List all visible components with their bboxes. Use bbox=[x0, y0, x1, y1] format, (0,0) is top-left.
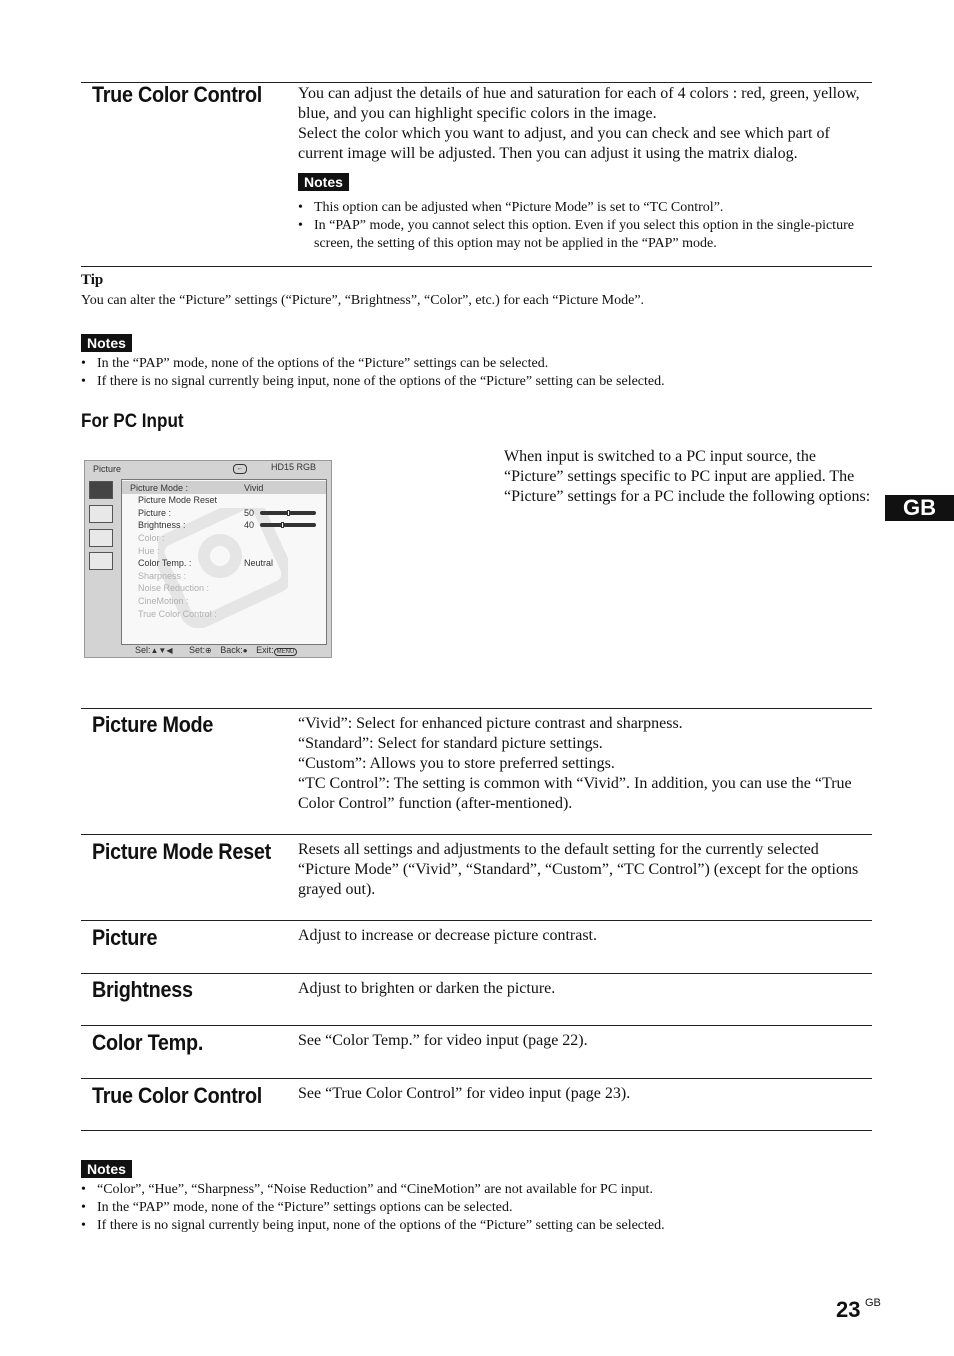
note-item: • In the “PAP” mode, none of the “Picture” settings options can be selected. bbox=[81, 1199, 872, 1217]
section-rule bbox=[81, 973, 872, 974]
definition-line: See “True Color Control” for video input (page 23). bbox=[298, 1085, 631, 1102]
note-item: • “Color”, “Hue”, “Sharpness”, “Noise Reduction” and “CineMotion” are not available for PC input. bbox=[81, 1181, 872, 1199]
footer-set: Set: bbox=[189, 645, 206, 655]
notes-badge: Notes bbox=[81, 1160, 132, 1178]
osd-row: Color : bbox=[138, 533, 165, 543]
picture-level-bar bbox=[260, 511, 316, 515]
osd-row: Sharpness : bbox=[138, 571, 187, 581]
osd-row: CineMotion : bbox=[138, 596, 189, 606]
definition-picture-mode-reset bbox=[298, 840, 872, 900]
notes-list bbox=[81, 1181, 872, 1235]
term-brightness: Brightness bbox=[92, 977, 193, 1002]
osd-row: Picture Mode : bbox=[130, 483, 189, 493]
section-rule bbox=[81, 834, 872, 835]
footer-exit: Exit: bbox=[256, 645, 274, 655]
osd-row: True Color Control : bbox=[138, 609, 217, 619]
section-rule bbox=[81, 920, 872, 921]
pc-input-heading: For PC Input bbox=[81, 411, 184, 432]
term-true-color-control: True Color Control bbox=[92, 1083, 263, 1108]
note-item: • If there is no signal currently being input, none of the options of the “Picture” setting can be selected. bbox=[81, 1217, 872, 1235]
tip-label: Tip bbox=[81, 272, 104, 288]
arrow-keys-icon: ▲▼◀ bbox=[150, 646, 173, 655]
definition-line: “TC Control”: The setting is common with “Vivid”. In addition, you can use the “True Color Control” function (after-mentioned). bbox=[298, 775, 852, 812]
osd-row: Hue : bbox=[138, 546, 160, 556]
osd-panel bbox=[121, 479, 327, 645]
pc-input-description: When input is switched to a PC input source, the “Picture” settings specific to PC input are applied. The “Picture” settings for a PC include the following options: bbox=[504, 448, 871, 505]
back-icon: ● bbox=[242, 646, 248, 655]
definition-brightness bbox=[298, 979, 872, 999]
level-marker bbox=[281, 522, 284, 528]
language-tab: GB bbox=[885, 495, 954, 521]
definition-line: “Vivid”: Select for enhanced picture contrast and sharpness. bbox=[298, 715, 683, 732]
definition-picture-mode bbox=[298, 714, 872, 814]
osd-row-value: Neutral bbox=[244, 558, 274, 568]
notes-badge: Notes bbox=[298, 173, 349, 191]
section-rule bbox=[81, 1130, 872, 1131]
term-picture: Picture bbox=[92, 925, 158, 950]
definition-line: Resets all settings and adjustments to the default setting for the currently selected “Picture Mode” (“Vivid”, “Standard”, “Custom”, “TC Control”) (except for the options grayed out). bbox=[298, 841, 859, 898]
notes-list bbox=[298, 199, 872, 253]
picture-icon bbox=[89, 481, 113, 499]
definition-line: Adjust to brighten or darken the picture. bbox=[298, 980, 556, 997]
osd-row: Picture : bbox=[138, 508, 172, 518]
notes-list bbox=[81, 355, 872, 391]
definition-line: See “Color Temp.” for video input (page 22). bbox=[298, 1032, 588, 1049]
term-true-color-control: True Color Control bbox=[92, 82, 263, 107]
enter-icon: ⊕ bbox=[205, 646, 212, 655]
definition-line: Adjust to increase or decrease picture contrast. bbox=[298, 927, 597, 944]
note-item: • If there is no signal currently being input, none of the options of the “Picture” setting can be selected. bbox=[81, 373, 872, 391]
note-item: • In “PAP” mode, you cannot select this option. Even if you select this option in the single-picture screen, the setting of this option may not be applied in the “PAP” mode. bbox=[298, 217, 872, 253]
osd-row: Picture Mode Reset bbox=[138, 495, 218, 505]
definition-paragraph: You can adjust the details of hue and saturation for each of 4 colors : red, green, yellow, blue, and you can highlight specific colors in the image. bbox=[298, 85, 860, 122]
note-item: • This option can be adjusted when “Picture Mode” is set to “TC Control”. bbox=[298, 199, 872, 217]
term-color-temp: Color Temp. bbox=[92, 1030, 204, 1055]
definition-true-color-control bbox=[298, 84, 872, 164]
footer-back: Back: bbox=[220, 645, 243, 655]
definition-picture bbox=[298, 926, 872, 946]
section-rule bbox=[81, 708, 872, 709]
definition-color-temp bbox=[298, 1031, 872, 1051]
page-number-suffix: GB bbox=[864, 1297, 881, 1309]
term-picture-mode: Picture Mode bbox=[92, 712, 214, 737]
section-rule bbox=[81, 1025, 872, 1026]
definition-line: “Custom”: Allows you to store preferred settings. bbox=[298, 755, 615, 772]
osd-row: Brightness : bbox=[138, 520, 186, 530]
menu-key-icon: MENU bbox=[274, 648, 298, 656]
osd-source: HD15 RGB bbox=[271, 462, 317, 472]
osd-title: Picture bbox=[93, 464, 122, 474]
osd-row: Color Temp. : bbox=[138, 558, 192, 568]
level-marker bbox=[287, 510, 290, 516]
setup-icon bbox=[89, 552, 113, 570]
definition-true-color-control bbox=[298, 1084, 872, 1104]
note-item: • In the “PAP” mode, none of the options of the “Picture” settings can be selected. bbox=[81, 355, 872, 373]
page-number bbox=[836, 1297, 881, 1323]
osd-menu-screenshot bbox=[84, 460, 332, 658]
notes-badge: Notes bbox=[81, 334, 132, 352]
definition-line: “Standard”: Select for standard picture settings. bbox=[298, 735, 603, 752]
osd-row-value: 50 bbox=[244, 508, 255, 518]
term-picture-mode-reset: Picture Mode Reset bbox=[92, 839, 271, 864]
osd-row-value: Vivid bbox=[244, 483, 264, 493]
page-number-value: 23 bbox=[836, 1297, 861, 1322]
brightness-level-bar bbox=[260, 523, 316, 527]
sound-icon bbox=[89, 505, 113, 523]
tip-text: You can alter the “Picture” settings (“Picture”, “Brightness”, “Color”, etc.) for each “Picture Mode”. bbox=[81, 293, 645, 308]
section-rule bbox=[81, 266, 872, 267]
section-rule bbox=[81, 1078, 872, 1079]
footer-sel: Sel: bbox=[135, 645, 151, 655]
definition-paragraph: Select the color which you want to adjust, and you can check and see which part of current image will be adjusted. Then you can adjust it using the matrix dialog. bbox=[298, 125, 830, 162]
osd-row-value: 40 bbox=[244, 520, 255, 530]
input-icon: ← bbox=[233, 464, 247, 474]
osd-row: Noise Reduction : bbox=[138, 583, 210, 593]
osd-footer bbox=[135, 645, 331, 655]
screen-icon bbox=[89, 529, 113, 547]
